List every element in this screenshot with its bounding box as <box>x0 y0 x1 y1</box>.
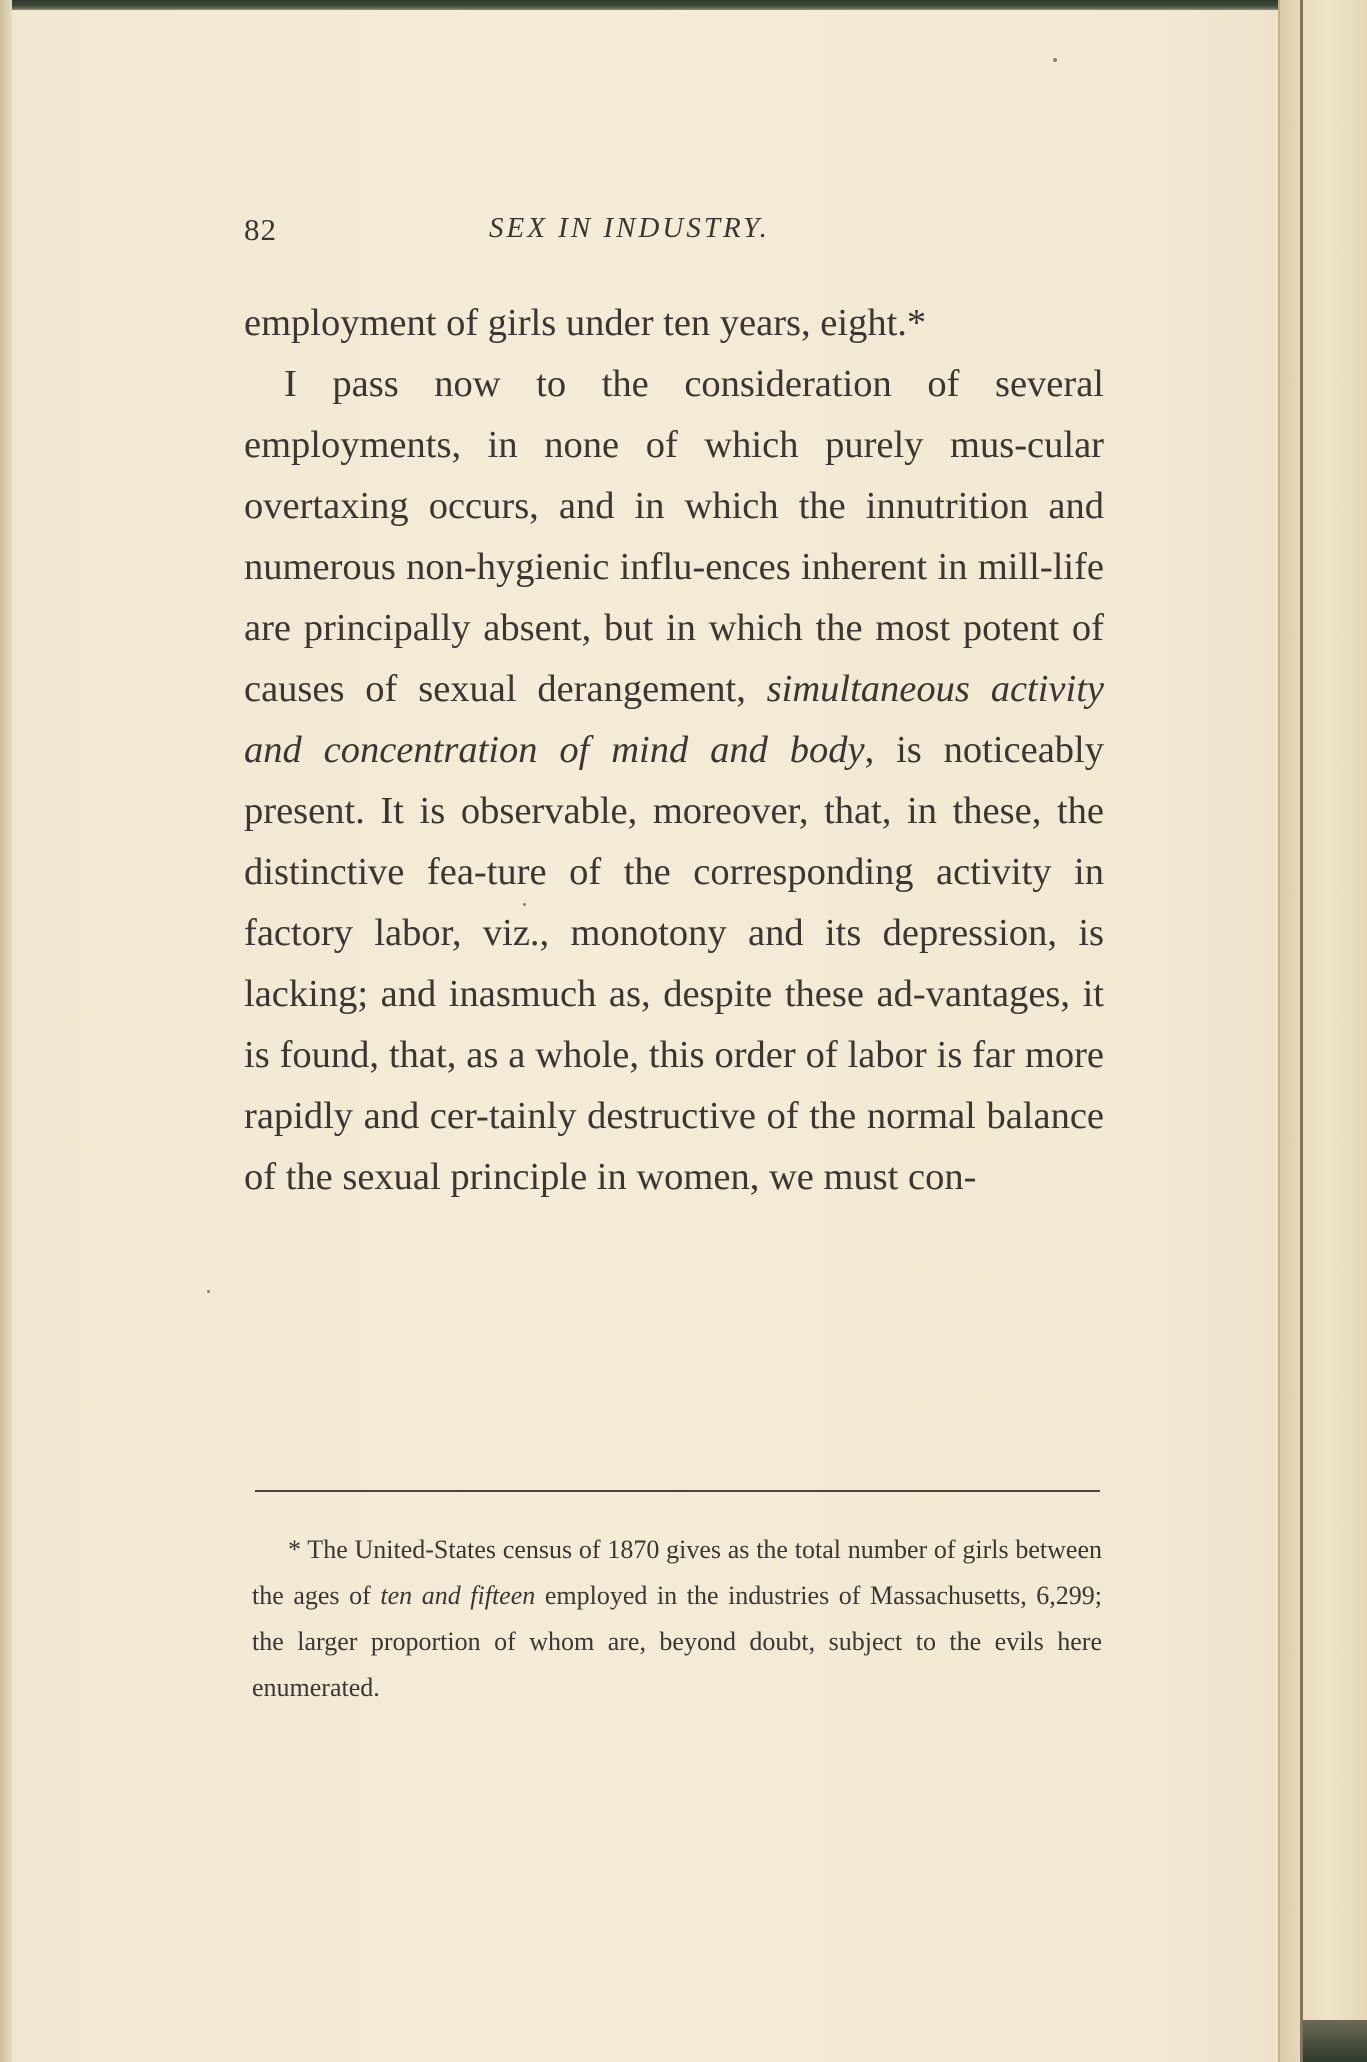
footnote-text-a: * The United-States census of 1870 gives as the total number of girls between the ages of <box>252 1535 1102 1610</box>
footnote-paragraph <box>252 1527 1102 1711</box>
page-top-edge <box>0 0 1367 10</box>
footnote-rule <box>255 1490 1100 1492</box>
paragraph-2-text-b: , is noticeably present. It is observable, moreover, that, in these, the distinctive fea-ture of the corresponding activity in factory labor, viz., monotony and its depression, is lacking; and inasmuch as, despite these ad-vantages, it is found, that, as a whole, this order of labor is far more rapidly and cer-tainly destructive of the normal balance of the sexual principle in women, we must con- <box>244 729 1104 1198</box>
book-spine-margin <box>1278 0 1367 2062</box>
paragraph-2-emphasis: simultaneous activity and concentration of mind and body <box>244 668 1104 771</box>
spine-gutter-line <box>1300 0 1303 2062</box>
body-text <box>244 293 1104 1208</box>
paper-speck <box>207 1290 210 1293</box>
paper-speck <box>1053 58 1057 62</box>
footnote-text-b: employed in the industries of Massachusetts, 6,299; the larger proportion of whom are, beyond doubt, subject to the evils here enumerated. <box>252 1581 1103 1702</box>
paper-speck <box>523 903 526 906</box>
paragraph-2 <box>244 354 1104 1208</box>
running-title: SEX IN INDUSTRY. <box>489 212 770 244</box>
binding-corner <box>1303 2020 1367 2062</box>
page-number: 82 <box>244 212 277 247</box>
page-left-edge <box>0 0 12 2062</box>
running-head <box>244 212 1104 252</box>
footnote <box>252 1527 1102 1711</box>
footnote-emphasis: ten and fifteen <box>380 1581 536 1610</box>
paragraph-2-text-a: I pass now to the consideration of several employments, in none of which purely mus-cular overtaxing occurs, and in which the innutrition and numerous non-hygienic influ-ences inherent in mill-life are principally absent, but in which the most potent of causes of sexual derangement, <box>244 363 1104 710</box>
paragraph-1: employment of girls under ten years, eight.* <box>244 302 927 344</box>
